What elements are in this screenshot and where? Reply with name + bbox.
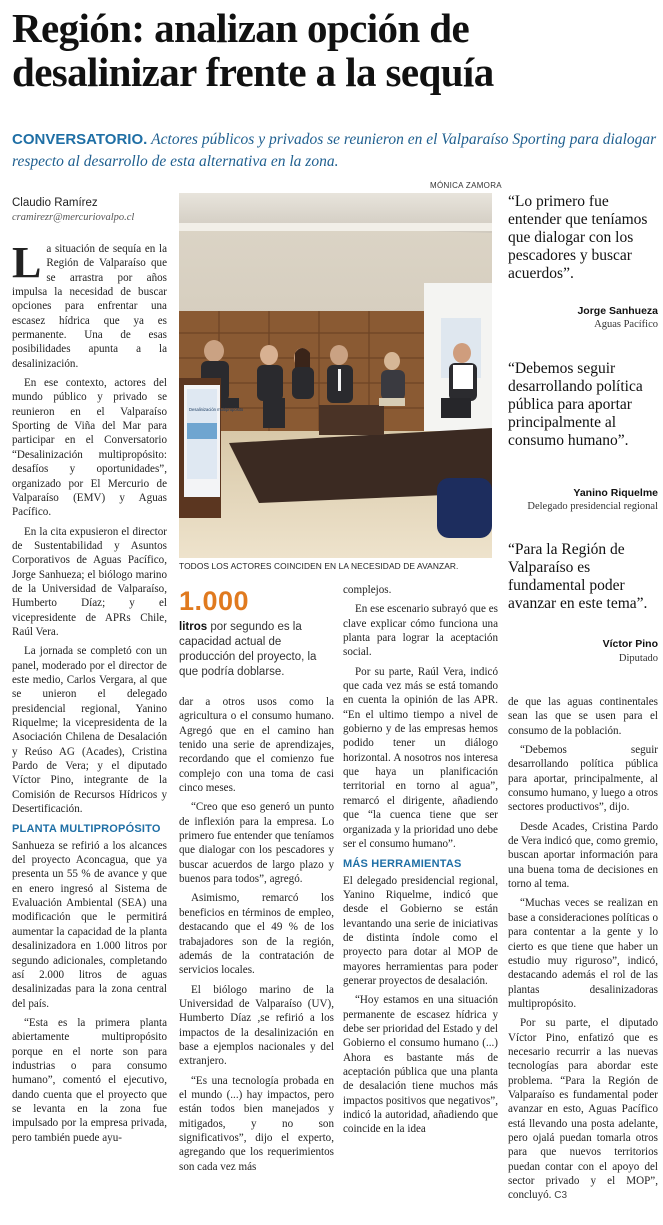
pull-quote-3: “Para la Región de Valparaíso es fundamental poder avanzar en este tema”. — [508, 541, 648, 612]
quote-2-name: Yanino Riquelme — [573, 487, 658, 499]
event-photo — [179, 193, 492, 558]
paragraph: Por su parte, Raúl Vera, indicó que cada vez más se está tomando en cuenta la opinión de las APR. “En el ultimo tiempo a nivel de gobierno y de las empresas hemos podido tener un diálogo horizontal. A nosotros nos interesa que haya un planificación territorial en torno al agua”, remarcó el dirigente, añadiendo que “la cuenca tiene que ser organizada y la prioridad uno debe ser el consumo humano”. — [343, 665, 498, 850]
deck-text: Actores públicos y privados se reunieron en el Valparaíso Sporting para dialogar respecto al desarrollo de esta alternativa en la zona. — [12, 131, 657, 170]
column-1 — [12, 238, 167, 1150]
deck — [12, 129, 657, 173]
photo-credit: MÓNICA ZAMORA — [430, 181, 502, 190]
quote-1-name: Jorge Sanhueza — [577, 305, 658, 317]
paragraph: Sanhueza se refirió a los alcances del proyecto Aconcagua, que ya presenta un 55 % de avance y que en enero ingresó al Sistema de Evaluación Ambiental (SEA) una modificación que le permitirá aumentar la capacidad de la planta desalinizadora en 1.000 litros por segundo adicionales, completando así 2.000 litros de aguas desalinizadas para la zona central del país. — [12, 839, 167, 1010]
paragraph: “Es una tecnología probada en el mundo (...) hay impactos, pero están todos bien manejados y mitigados, y no son significativos”, dijo el experto, agregando que los requerimientos son cada vez más — [179, 1074, 334, 1173]
panel-photo-illustration — [179, 193, 492, 558]
paragraph: “Creo que eso generó un punto de inflexión para la empresa. Lo primero fue entender que teníamos que dialogar con los pescadores y buscar acuerdos de largo plazo y buenos para todos”, agregó. — [179, 801, 334, 886]
subhead-planta-multiproposito: PLANTA MULTIPROPÓSITO — [12, 823, 161, 836]
photo-caption: TODOS LOS ACTORES COINCIDEN EN LA NECESIDAD DE AVANZAR. — [179, 561, 459, 571]
paragraph: La jornada se completó con un panel, moderado por el director de este medio, Carlos Vergara, al que se unieron el delegado presidencial regional, Yanino Riquelme; la vicepresidenta de la Asociación Chilena de Desalación y Reúso AG (Acades), Cristina Pardo de Vera; y el diputado Víctor Pino, integrante de la Comisión de Recursos Hídricos y Desertificación. — [12, 645, 167, 816]
photo-banner-text: Desalinización multipropósito — [189, 407, 244, 412]
stat-number: 1.000 — [179, 586, 250, 616]
column-2 — [179, 695, 334, 1179]
paragraph: de que las aguas continentales sean las que se usen para el consumo de la población. — [508, 696, 658, 737]
paragraph: Por su parte, el diputado Víctor Pino, enfatizó que es necesario recurrir a las nuevas tecnologías para abordar este problema. “Para la Región de Valparaíso es fundamental poder avanzar en esto, Aguas Pacífico está llevando una posta adelante, pero ojalá puedan tomarla otros para que nuevos territorios puedan contar con el apoyo del sector privado y el MOP”, concluyó. C3 — [508, 1017, 658, 1202]
paragraph: La situación de sequía en la Región de Valparaíso que se arrastra por años impulsa la necesidad de buscar opciones para enfrentar una escasez hídrica que ya es permanente. Una de esas posibilidades apunta a la desalinización. — [12, 238, 167, 370]
pull-quote-2: “Debemos seguir desarrollando política pública para aportar principalmente al consumo humano”. — [508, 360, 643, 449]
paragraph: “Esta es la primera planta abiertamente multipropósito porque en el norte son para industrias o para consumo humano”, comentó el ejecutivo, dando cuenta que el proyecto que se levanta en la zona fue impulsado por la empresa privada, pero también puede ayu- — [12, 1016, 167, 1144]
column-4 — [508, 695, 658, 1209]
author-email[interactable]: cramirezr@mercuriovalpo.cl — [12, 212, 135, 223]
stat-description: por segundo es la capacidad actual de producción del proyecto, la que podría doblarse. — [179, 621, 317, 678]
end-mark: C3 — [554, 1190, 568, 1202]
stat-unit: litros — [179, 621, 208, 633]
paragraph: “Debemos seguir desarrollando política pública para aportar, principalmente, al consumo humano, y luego a otros sectores productivos”, dijo. — [508, 744, 658, 814]
column-3 — [343, 583, 498, 1142]
paragraph: En ese escenario subrayó que es clave explicar cómo funciona una planta para lograr la aceptación social. — [343, 603, 498, 659]
paragraph: En ese contexto, actores del mundo público y privado se reunieron en el Valparaíso Sporting de Viña del Mar para participar en el Conversatorio “Desalinización multipropósito: desafíos y oportunidades”, organizado por El Mercurio de Valparaíso (EMV) y Aguas Pacífico. — [12, 377, 167, 519]
paragraph: complejos. — [343, 584, 392, 596]
pull-quote-1: “Lo primero fue entender que teníamos que dialogar con los pescadores y buscar acuerdos”. — [508, 193, 648, 282]
paragraph: Asimismo, remarcó los beneficios en términos de empleo, destacando que el 49 % de los trabajadores son de la región, además de la contratación de servicios locales. — [179, 892, 334, 977]
author-byline: Claudio Ramírez — [12, 197, 98, 209]
drop-cap: L — [12, 238, 42, 287]
paragraph: “Muchas veces se realizan en base a consideraciones políticas o para contentar a la gente y lo cierto es que tiene que haber un estudio muy riguroso”, indicó, destacando además el rol de las plantas desalinizadoras multipropósito. — [508, 897, 658, 1010]
deck-kicker: CONVERSATORIO. — [12, 131, 148, 148]
paragraph: dar a otros usos como la agricultura o el consumo humano. Agregó que en el camino han tenido una serie de aprendizajes, recordando que el comienzo fue complejo con una toma de casi cinco meses. — [179, 696, 334, 795]
quote-3-role: Diputado — [618, 653, 658, 664]
quote-2-role: Delegado presidencial regional — [527, 501, 658, 512]
stat-text — [179, 620, 334, 680]
paragraph: El biólogo marino de la Universidad de Valparaíso (UV), Humberto Díaz ,se refirió a los impactos de la desalinización en base a ejemplos nacionales y del extranjero. — [179, 983, 334, 1068]
subhead-mas-herramientas: MÁS HERRAMIENTAS — [343, 858, 462, 871]
quote-3-name: Víctor Pino — [602, 638, 658, 650]
paragraph: En la cita expusieron el director de Sustentabilidad y Asuntos Corporativos de Aguas Pacífico, Jorge Sanhueza; el biólogo marino de la Universidad de Valparaíso, Humberto Díaz; y el vicepresidente de APRs Chile, Raúl Vera. — [12, 525, 167, 638]
paragraph: “Hoy estamos en una situación permanente de escasez hídrica y debe ser prioridad del Estado y del Gobierno el consumo humano (...) Ahora es bastante más de aceptación pública que una planta de desalación tiene muchos más impactos positivos que negativos”, indicó la autoridad, añadiendo que coincide en la idea — [343, 994, 498, 1136]
quote-1-role: Aguas Pacífico — [594, 319, 658, 330]
paragraph: El delegado presidencial regional, Yanino Riquelme, indicó que desde el Gobierno se están levantando una serie de iniciativas de distinta índole como el proyecto para dotar al MOP de mayores herramientas para poder generar proyectos de desalación. — [343, 874, 498, 987]
paragraph: Desde Acades, Cristina Pardo de Vera indicó que, como gremio, buscan aportar información para una buena toma de decisiones en torno al tema. — [508, 820, 658, 891]
headline: Región: analizan opción de desalinizar frente a la sequía — [12, 5, 494, 95]
